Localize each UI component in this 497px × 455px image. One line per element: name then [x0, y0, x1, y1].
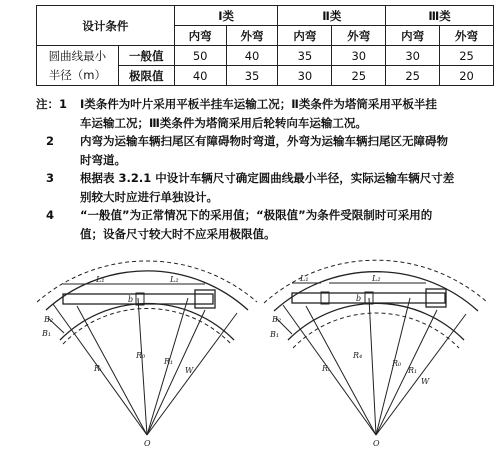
label-b1: B₁ [42, 329, 52, 338]
label-r0: R₀ [392, 359, 402, 368]
cell-value: 40 [226, 46, 278, 66]
diagram-left [37, 261, 257, 435]
radius-line [138, 298, 147, 435]
note-line: “一般值”为正常情况下的采用值；“极限值”为条件受限制时可采用的 [80, 208, 433, 222]
diagram-right-labels [269, 274, 430, 448]
cell-value: 30 [278, 66, 332, 86]
header-inner: 内弯 [174, 26, 226, 46]
note-line: 车运输工况；Ⅲ类条件为塔筒采用后轮转向车运输工况。 [80, 115, 367, 130]
note-prefix: 注：1 [36, 97, 68, 111]
header-class-3: Ⅲ类 [386, 6, 494, 26]
label-rd: R₄ [353, 351, 363, 360]
header-outer: 外弯 [440, 26, 494, 46]
cell-value: 35 [226, 66, 278, 86]
cell-value: 50 [174, 46, 226, 66]
radius-line [369, 298, 376, 435]
cell-value: 25 [386, 66, 440, 86]
diagram-left-labels [41, 275, 194, 448]
radius-line [376, 310, 437, 435]
vehicle-trailer [292, 293, 445, 303]
label-b1: B₁ [270, 330, 280, 339]
radius-spec-table [36, 5, 494, 86]
label-ri: Rᵢ [94, 364, 102, 373]
header-inner: 内弯 [386, 26, 440, 46]
header-outer: 外弯 [226, 26, 278, 46]
label-r0: R₀ [136, 351, 146, 360]
label-l1: L₁ [300, 274, 309, 283]
label-o: O [144, 439, 151, 448]
label-l2: L₂ [170, 275, 179, 284]
row-label-min-radius [37, 46, 119, 86]
note-number: 4 [46, 208, 55, 222]
cell-value: 25 [332, 66, 386, 86]
cell-value: 25 [440, 46, 494, 66]
note-4 [36, 206, 488, 243]
note-line: Ⅰ类条件为叶片采用平板半挂车运输工况；Ⅱ类条件为塔筒采用平板半挂 [80, 97, 437, 111]
cell-value: 20 [440, 66, 494, 86]
vehicle-cab [426, 289, 446, 307]
label-l1: L₁ [96, 275, 105, 284]
label-b: b [128, 295, 134, 304]
label-r1: R₁ [408, 366, 418, 375]
radius-line [147, 310, 205, 435]
row-label-line2: 半径（m） [48, 67, 107, 82]
label-b2: B₂ [272, 315, 282, 324]
radius-line [147, 298, 188, 435]
label-l2: L₂ [372, 274, 381, 283]
diagram-right [264, 260, 488, 435]
row-general-label: 一般值 [118, 46, 174, 66]
note-line: 别较大时应进行单独设计。 [80, 189, 218, 204]
vehicle-rear-axle [321, 292, 329, 304]
cell-value: 35 [278, 46, 332, 66]
header-design-condition: 设计条件 [37, 6, 175, 46]
cell-value: 30 [332, 46, 386, 66]
note-2 [36, 132, 488, 169]
header-inner: 内弯 [278, 26, 332, 46]
outer-arc-dashed [37, 261, 257, 302]
note-number: 2 [46, 134, 55, 148]
cell-value: 30 [386, 46, 440, 66]
note-3 [36, 169, 488, 206]
vehicle-turning-diagrams [0, 258, 497, 455]
note-line: 时弯道。 [80, 152, 126, 167]
header-class-2: Ⅱ类 [278, 6, 386, 26]
vehicle-cab [195, 290, 215, 308]
label-b2: B₂ [44, 315, 54, 324]
note-line: 值；设备尺寸较大时不应采用极限值。 [80, 226, 276, 241]
row-limit-label: 极限值 [118, 66, 174, 86]
header-class-1: Ⅰ类 [174, 6, 278, 26]
notes [36, 95, 488, 243]
radius-line [306, 306, 376, 435]
radius-line [376, 314, 466, 435]
note-line: 根据表 3.2.1 中设计车辆尺寸确定圆曲线最小半径，实际运输车辆尺寸差 [80, 171, 455, 185]
label-r1: R₁ [164, 357, 174, 366]
label-w: W [421, 377, 430, 386]
cell-value: 40 [174, 66, 226, 86]
header-outer: 外弯 [332, 26, 386, 46]
note-number: 3 [46, 171, 55, 185]
note-1 [36, 95, 488, 132]
label-b: b [356, 294, 362, 303]
note-line: 内弯为运输车辆扫尾区有障碍物时弯道，外弯为运输车辆扫尾区无障碍物 [80, 134, 448, 148]
label-o: O [373, 439, 380, 448]
label-ri: Rᵢ [322, 364, 330, 373]
row-label-line1: 圆曲线最小 [48, 48, 107, 63]
radius-line [77, 306, 147, 435]
label-w: W [185, 366, 194, 375]
